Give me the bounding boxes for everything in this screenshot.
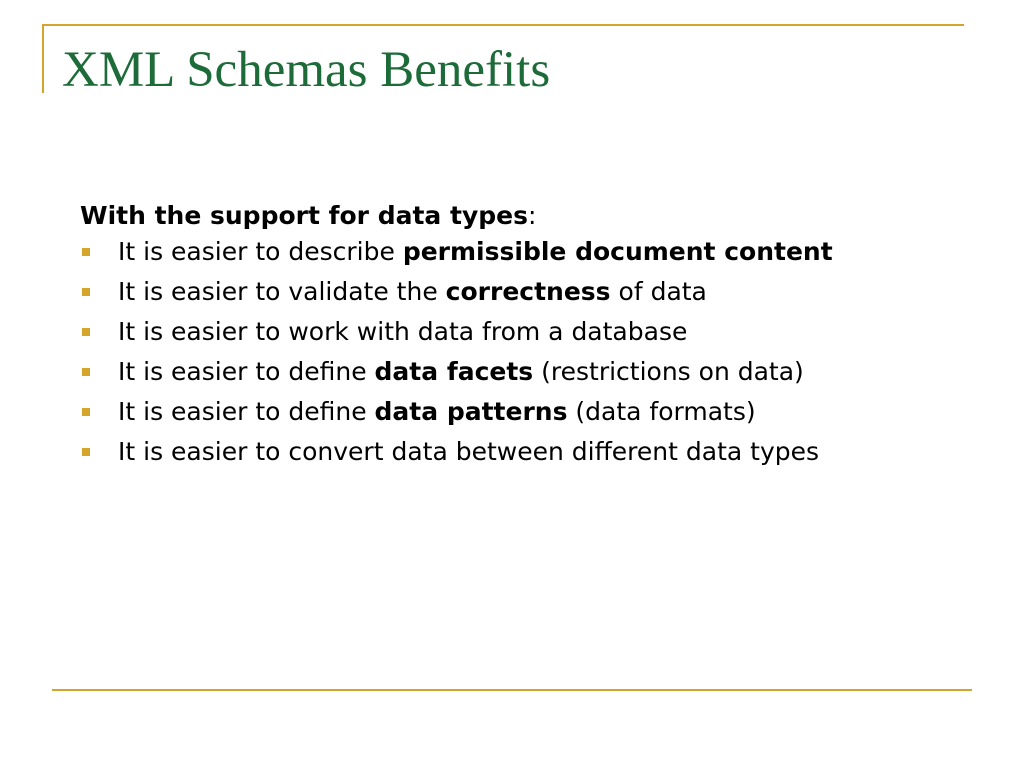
lead-line (80, 198, 910, 234)
square-bullet-icon (82, 448, 90, 456)
square-bullet-icon (82, 368, 90, 376)
list-item (80, 356, 910, 388)
square-bullet-icon (82, 248, 90, 256)
slide-body (80, 198, 910, 476)
bullet-list (80, 236, 910, 468)
item-bold-text: correctness (445, 277, 611, 306)
square-bullet-icon (82, 288, 90, 296)
item-text: It is easier to define (118, 357, 375, 386)
list-item (80, 316, 910, 348)
slide-title: XML Schemas Benefits (62, 42, 551, 98)
list-item (80, 276, 910, 308)
item-text-after: of data (610, 277, 707, 306)
frame-top-line (42, 24, 964, 26)
item-text: It is easier to define (118, 397, 375, 426)
item-text-after: (restrictions on data) (533, 357, 804, 386)
item-bold-text: data facets (374, 357, 534, 386)
list-item (80, 396, 910, 428)
list-item (80, 436, 910, 468)
square-bullet-icon (82, 328, 90, 336)
item-text: It is easier to validate the (118, 277, 446, 306)
frame-bottom-line (52, 689, 972, 691)
square-bullet-icon (82, 408, 90, 416)
list-item (80, 236, 910, 268)
item-text: It is easier to convert data between different data types (118, 437, 820, 466)
item-bold-text: permissible document content (402, 237, 833, 266)
item-text-after: (data formats) (567, 397, 756, 426)
lead-bold-text: With the support for data types (80, 201, 528, 230)
frame-left-line (42, 24, 44, 93)
item-bold-text: data patterns (374, 397, 568, 426)
item-text: It is easier to work with data from a database (118, 317, 688, 346)
item-text: It is easier to describe (118, 237, 403, 266)
lead-colon: : (528, 201, 537, 230)
